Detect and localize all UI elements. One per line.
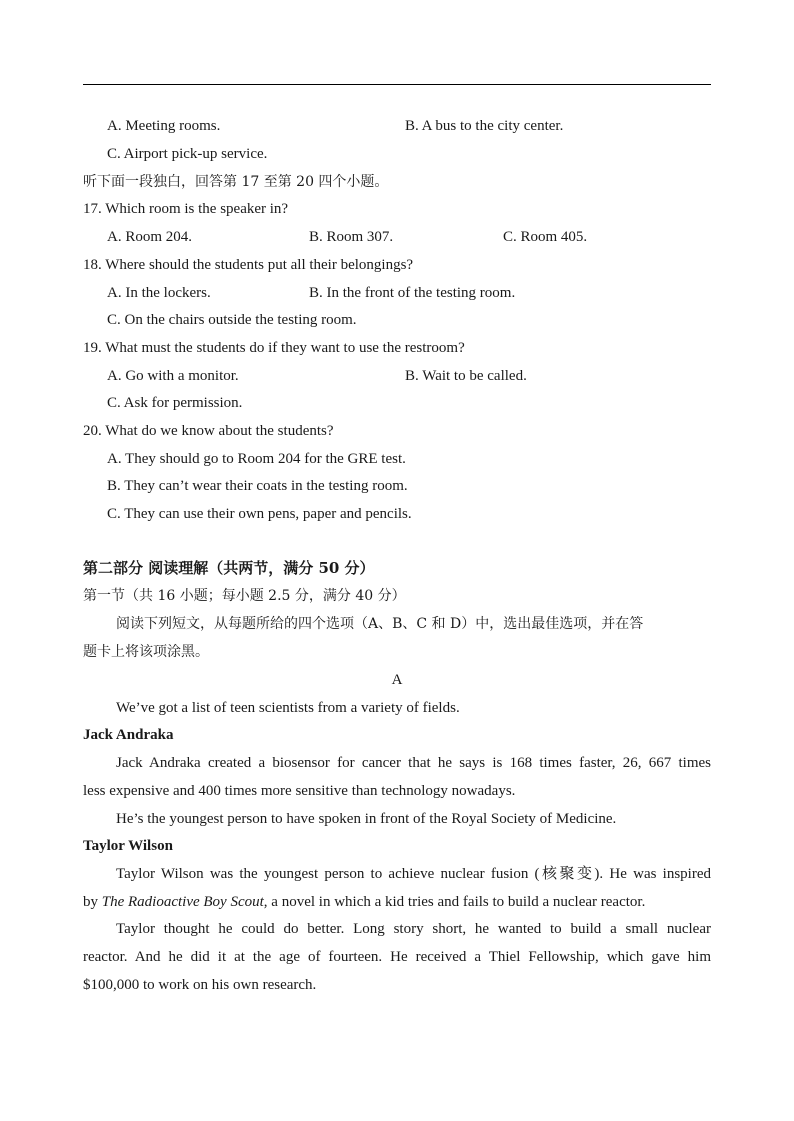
q17-question: 17. Which room is the speaker in?: [83, 201, 289, 217]
header-rule: [83, 84, 711, 85]
q19-question: 19. What must the students do if they want to use the restroom?: [83, 340, 465, 356]
part2-heading: 第二部分 阅读理解（共两节，满分 50 分）: [83, 559, 375, 577]
jack-paragraph-2: He’s the youngest person to have spoken in front of the Royal Society of Medicine.: [116, 811, 617, 827]
directions-line-1: 阅读下列短文，从每题所给的四个选项（A、B、C 和 D）中，选出最佳选项，并在答: [116, 616, 644, 632]
q17-option-a: A. Room 204.: [107, 229, 193, 245]
taylor-wilson-heading: Taylor Wilson: [83, 838, 173, 854]
taylor-paragraph-1-line-2: [83, 892, 645, 912]
jack-andraka-heading: Jack Andraka: [83, 727, 174, 743]
q18-option-b: B. In the front of the testing room.: [309, 285, 516, 301]
q17-option-c: C. Room 405.: [503, 229, 588, 245]
jack-paragraph-1-line-1: Jack Andraka created a biosensor for cancer that he says is 168 times faster, 26, 667 times: [116, 755, 711, 771]
q20-option-a: A. They should go to Room 204 for the GRE test.: [107, 451, 406, 467]
directions-line-2: 题卡上将该项涂黑。: [83, 644, 209, 660]
instruction-17-20: 听下面一段独白，回答第 17 至第 20 四个小题。: [83, 174, 389, 190]
q16-option-a: A. Meeting rooms.: [107, 118, 221, 134]
novel-title: The Radioactive Boy Scout: [101, 894, 264, 910]
q16-option-c: C. Airport pick-up service.: [107, 146, 268, 162]
passage-intro: We’ve got a list of teen scientists from a variety of fields.: [116, 700, 460, 716]
q20-option-c: C. They can use their own pens, paper and pencils.: [107, 506, 412, 522]
taylor-paragraph-2-line-1: Taylor thought he could do better. Long story short, he wanted to build a small nuclear: [116, 921, 711, 937]
jack-paragraph-1-line-2: less expensive and 400 times more sensitive than technology nowadays.: [83, 783, 516, 799]
q19-option-b: B. Wait to be called.: [405, 368, 527, 384]
taylor-p1-line2-pre: by: [83, 894, 102, 910]
taylor-paragraph-2-line-3: $100,000 to work on his own research.: [83, 977, 317, 993]
q20-question: 20. What do we know about the students?: [83, 423, 334, 439]
q18-question: 18. Where should the students put all their belongings?: [83, 257, 414, 273]
q18-option-c: C. On the chairs outside the testing room.: [107, 312, 357, 328]
taylor-paragraph-1-line-1: Taylor Wilson was the youngest person to achieve nuclear fusion (核聚变). He was inspired: [116, 866, 711, 882]
taylor-paragraph-2-line-2: reactor. And he did it at the age of fourteen. He received a Thiel Fellowship, which gave him: [83, 949, 711, 965]
q16-option-b: B. A bus to the city center.: [405, 118, 564, 134]
q18-option-a: A. In the lockers.: [107, 285, 211, 301]
q19-option-c: C. Ask for permission.: [107, 395, 243, 411]
section1-heading: 第一节（共 16 小题；每小题 2.5 分，满分 40 分）: [83, 588, 406, 604]
passage-label: A: [391, 672, 403, 688]
taylor-p1-line2-post: , a novel in which a kid tries and fails to build a nuclear reactor.: [263, 894, 646, 910]
q20-option-b: B. They can’t wear their coats in the testing room.: [107, 478, 408, 494]
q19-option-a: A. Go with a monitor.: [107, 368, 239, 384]
q17-option-b: B. Room 307.: [309, 229, 394, 245]
